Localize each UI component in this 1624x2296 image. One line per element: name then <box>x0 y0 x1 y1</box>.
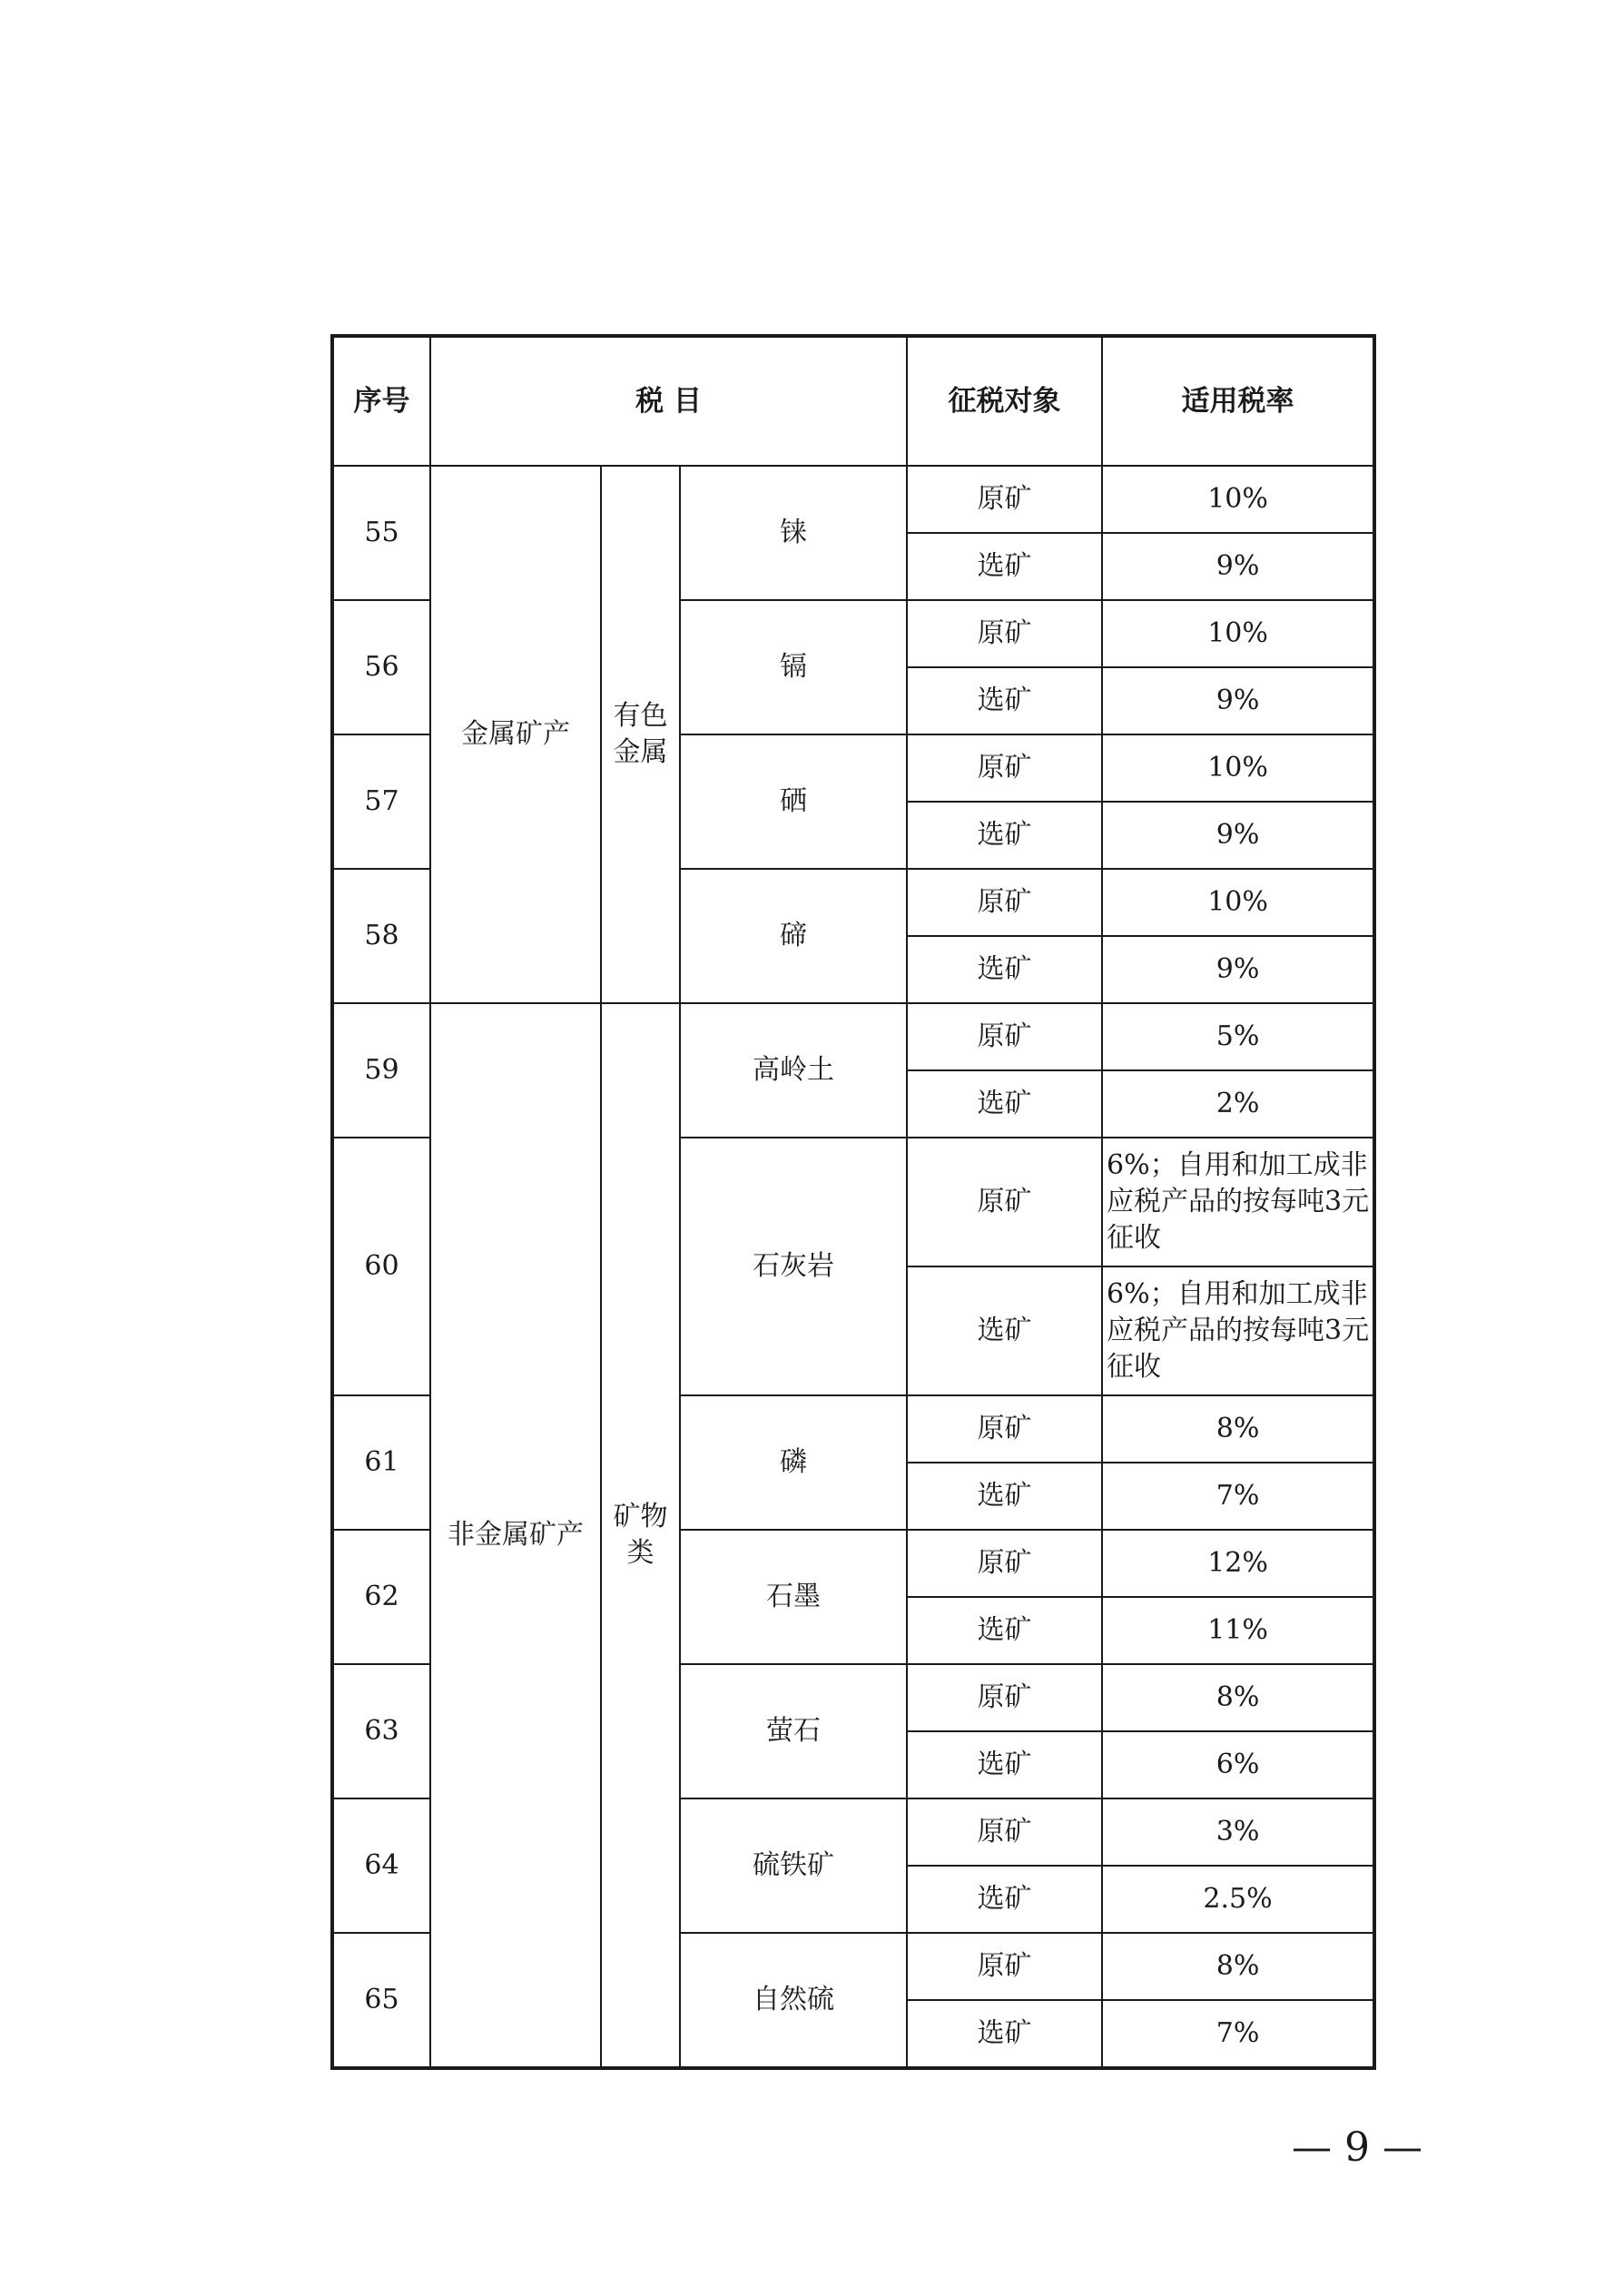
rate-raw: 6%；自用和加工成非应税产品的按每吨3元征收 <box>1102 1138 1374 1266</box>
object-raw: 原矿 <box>907 734 1102 802</box>
rate-raw: 12% <box>1102 1530 1374 1597</box>
row-number: 64 <box>332 1798 430 1933</box>
row-number: 63 <box>332 1664 430 1798</box>
object-raw: 原矿 <box>907 1664 1102 1731</box>
object-processed: 选矿 <box>907 533 1102 600</box>
rate-processed: 2.5% <box>1102 1866 1374 1933</box>
row-number: 55 <box>332 466 430 600</box>
item-name: 高岭土 <box>680 1003 907 1138</box>
rate-processed: 9% <box>1102 936 1374 1003</box>
category-cell: 金属矿产 <box>430 466 601 1003</box>
object-raw: 原矿 <box>907 1798 1102 1866</box>
object-processed: 选矿 <box>907 1731 1102 1798</box>
object-processed: 选矿 <box>907 1070 1102 1138</box>
object-processed: 选矿 <box>907 1866 1102 1933</box>
table-row <box>332 466 1374 533</box>
subcategory-label: 矿物类 <box>613 1501 668 1569</box>
row-number: 57 <box>332 734 430 869</box>
object-raw: 原矿 <box>907 1933 1102 2000</box>
subcategory-cell <box>601 1003 680 2068</box>
item-name: 自然硫 <box>680 1933 907 2068</box>
object-processed: 选矿 <box>907 2000 1102 2068</box>
object-raw: 原矿 <box>907 1138 1102 1266</box>
object-raw: 原矿 <box>907 600 1102 667</box>
rate-processed: 7% <box>1102 1463 1374 1530</box>
rate-processed: 9% <box>1102 533 1374 600</box>
category-cell: 非金属矿产 <box>430 1003 601 2068</box>
rate-processed: 6%；自用和加工成非应税产品的按每吨3元征收 <box>1102 1266 1374 1395</box>
object-processed: 选矿 <box>907 936 1102 1003</box>
object-raw: 原矿 <box>907 869 1102 936</box>
row-number: 58 <box>332 869 430 1003</box>
row-number: 59 <box>332 1003 430 1138</box>
rate-processed: 6% <box>1102 1731 1374 1798</box>
header-row <box>332 336 1374 466</box>
rate-processed: 9% <box>1102 667 1374 734</box>
rate-processed: 11% <box>1102 1597 1374 1664</box>
rate-raw: 10% <box>1102 466 1374 533</box>
rate-processed: 2% <box>1102 1070 1374 1138</box>
item-name: 硫铁矿 <box>680 1798 907 1933</box>
object-raw: 原矿 <box>907 1003 1102 1070</box>
page-number: — 9 — <box>1292 2124 1422 2171</box>
rate-raw: 8% <box>1102 1395 1374 1463</box>
header-item: 税 目 <box>430 336 907 466</box>
rate-raw: 5% <box>1102 1003 1374 1070</box>
object-processed: 选矿 <box>907 802 1102 869</box>
object-processed: 选矿 <box>907 667 1102 734</box>
table-row <box>332 1003 1374 1070</box>
rate-processed: 7% <box>1102 2000 1374 2068</box>
item-name: 硒 <box>680 734 907 869</box>
header-rate: 适用税率 <box>1102 336 1374 466</box>
subcategory-cell <box>601 466 680 1003</box>
item-name: 萤石 <box>680 1664 907 1798</box>
header-seq: 序号 <box>332 336 430 466</box>
tax-rate-table <box>330 334 1376 2070</box>
header-object: 征税对象 <box>907 336 1102 466</box>
object-processed: 选矿 <box>907 1597 1102 1664</box>
rate-raw: 3% <box>1102 1798 1374 1866</box>
rate-processed: 9% <box>1102 802 1374 869</box>
item-name: 石灰岩 <box>680 1138 907 1395</box>
subcategory-label: 有色金属 <box>613 700 668 768</box>
row-number: 65 <box>332 1933 430 2068</box>
item-name: 碲 <box>680 869 907 1003</box>
object-raw: 原矿 <box>907 1395 1102 1463</box>
rate-raw: 8% <box>1102 1933 1374 2000</box>
object-raw: 原矿 <box>907 466 1102 533</box>
row-number: 60 <box>332 1138 430 1395</box>
item-name: 铼 <box>680 466 907 600</box>
item-name: 镉 <box>680 600 907 734</box>
item-name: 石墨 <box>680 1530 907 1664</box>
table-body <box>332 466 1374 2068</box>
rate-raw: 10% <box>1102 734 1374 802</box>
object-processed: 选矿 <box>907 1463 1102 1530</box>
object-raw: 原矿 <box>907 1530 1102 1597</box>
object-processed: 选矿 <box>907 1266 1102 1395</box>
row-number: 62 <box>332 1530 430 1664</box>
rate-raw: 8% <box>1102 1664 1374 1731</box>
item-name: 磷 <box>680 1395 907 1530</box>
rate-raw: 10% <box>1102 600 1374 667</box>
rate-raw: 10% <box>1102 869 1374 936</box>
row-number: 61 <box>332 1395 430 1530</box>
row-number: 56 <box>332 600 430 734</box>
